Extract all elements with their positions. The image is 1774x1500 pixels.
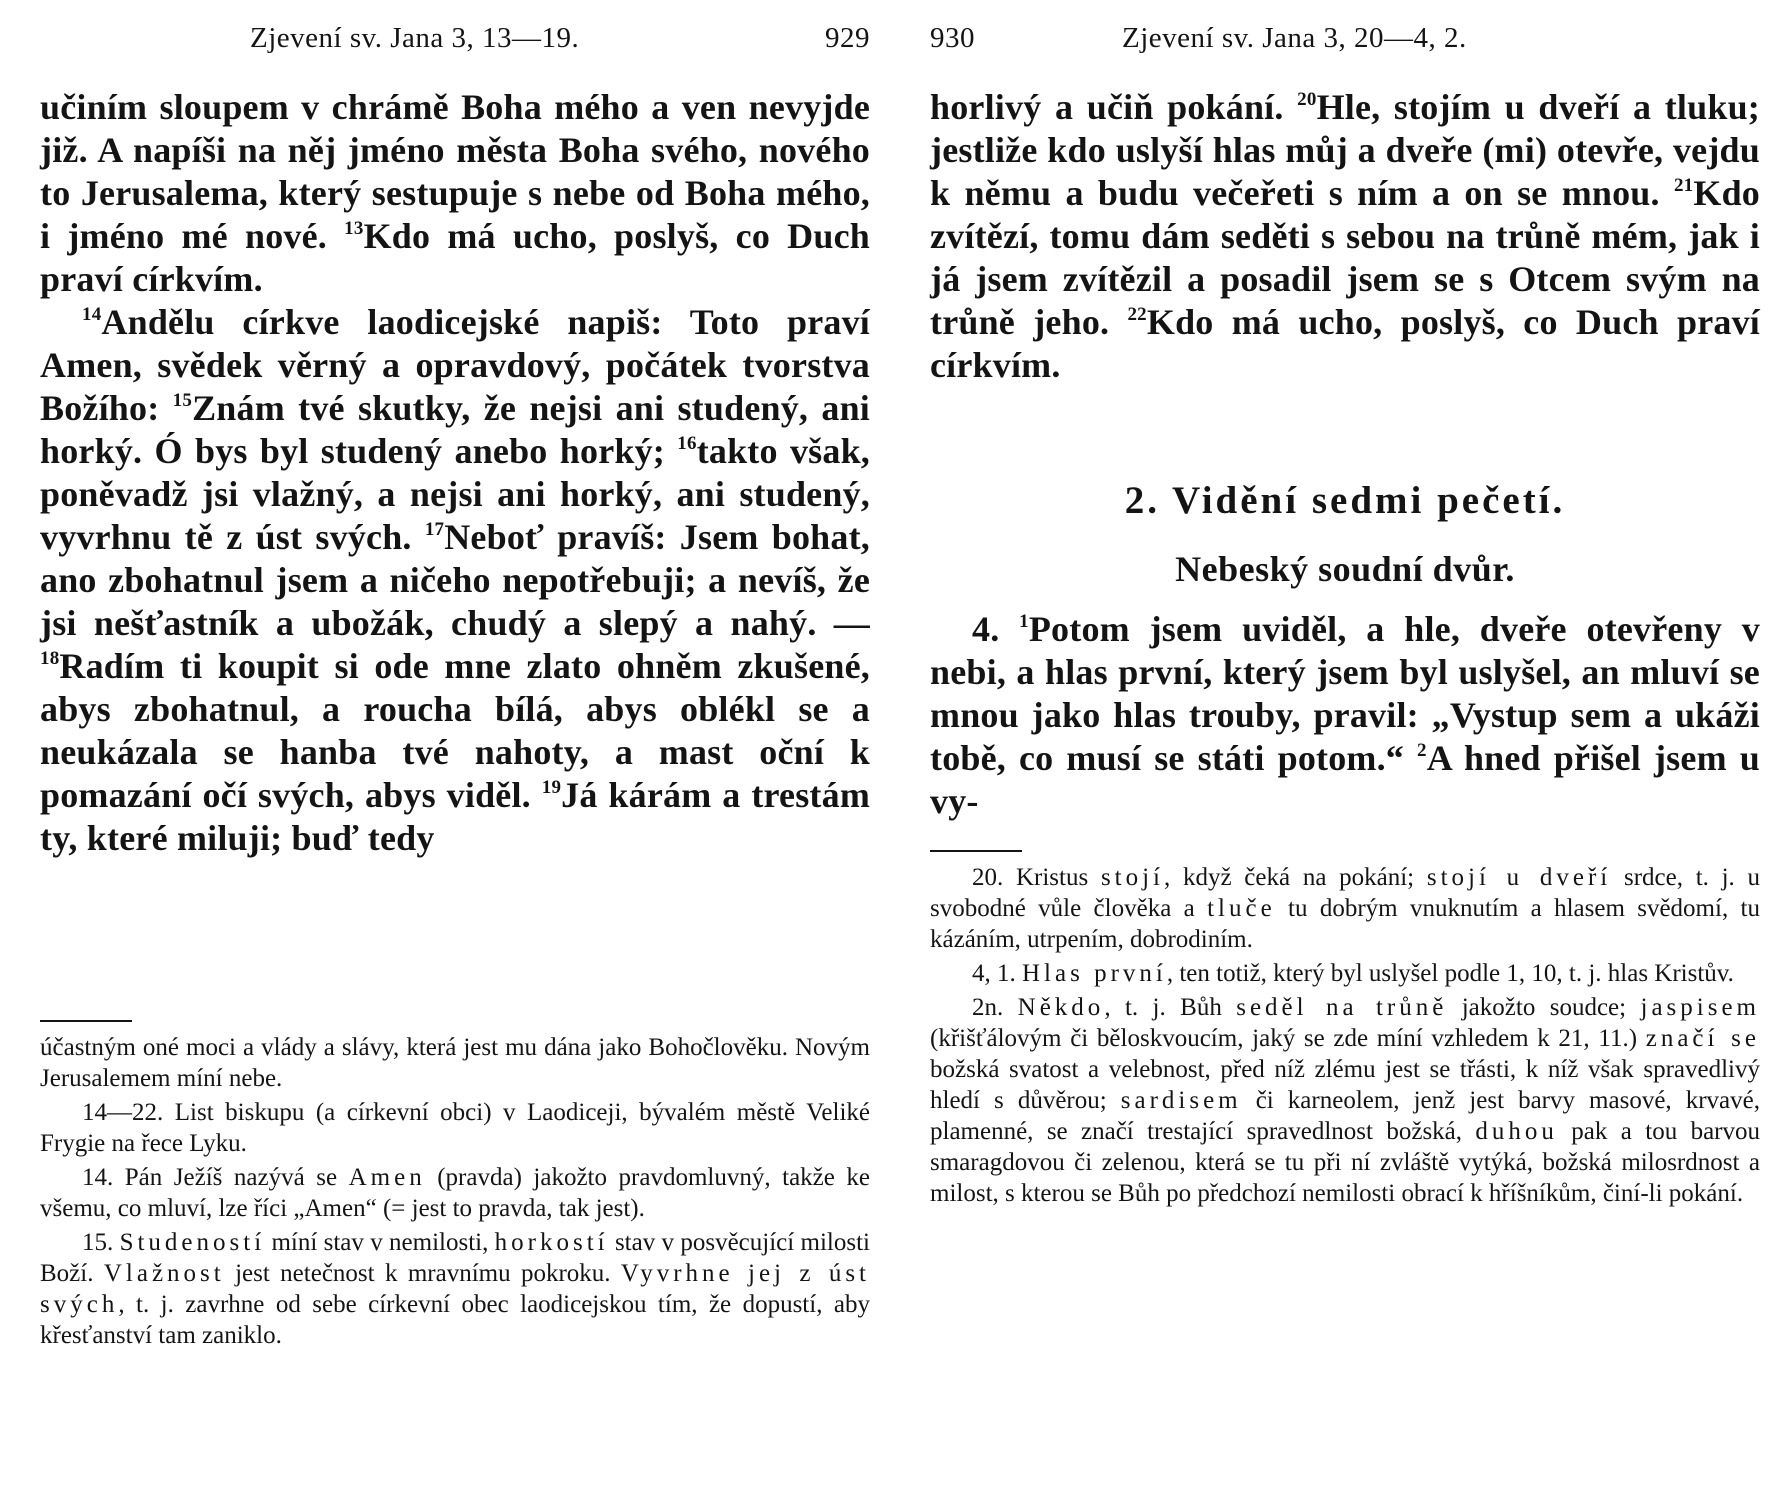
- footnotes-left: [40, 1032, 870, 1354]
- text-run: stav v posvěcující milosti Boží.: [40, 1229, 870, 1287]
- verse-number: 22: [1127, 304, 1147, 325]
- text-run: , když čeká na pokání;: [1164, 864, 1427, 891]
- chapter-4-text: [930, 608, 1760, 823]
- verse-number: 16: [677, 433, 697, 454]
- text-run: Kdo má ucho, poslyš, co Duch praví církvím.: [930, 302, 1760, 385]
- text-run: Potom jsem uviděl, a hle, dveře otevřeny v nebi, a hlas první, který jsem byl uslyšel, an mluví se mnou jako hlas trouby, pravil: „Vystup sem a ukáži tobě, co musí se státi potom.“: [930, 609, 1760, 778]
- text-run: (křišťálovým či běloskvoucím, jaký se zde míní vzhledem k 21, 11.): [930, 1025, 1646, 1052]
- footnote: [930, 992, 1760, 1209]
- footnote: [930, 958, 1760, 989]
- page-number: 929: [825, 22, 870, 54]
- section-subtitle: Nebeský soudní dvůr.: [1175, 549, 1515, 589]
- text-run: Kdo zvítězí, tomu dám seděti s sebou na trůně mém, jak i já jsem zvítězil a posadil jsem se s Otcem svým na trůně jeho.: [930, 173, 1760, 342]
- text-run: A hned přišel jsem u vy-: [930, 738, 1760, 821]
- running-head-right: [930, 22, 1760, 62]
- running-head-left: [40, 22, 870, 62]
- emphasis: Někdo: [1017, 994, 1105, 1021]
- verse-number: 1: [1019, 611, 1029, 632]
- emphasis: tluče: [1207, 895, 1276, 922]
- text-run: Andělu církve laodicejské napiš: Toto praví Amen, svědek věrný a opravdový, počátek tvorstva Božího:: [40, 302, 870, 428]
- footnote-divider: [40, 1020, 132, 1022]
- running-head-title: Zjevení sv. Jana 3, 13—19.: [250, 22, 580, 54]
- scripture-text-left: [40, 86, 870, 860]
- emphasis: Amen: [348, 1164, 426, 1191]
- verse-number: 19: [541, 777, 562, 798]
- text-run: tu dobrým vnuknutím a hlasem svědomí, tu kázáním, utrpením, dobrodiním.: [930, 895, 1760, 953]
- footnotes-right: [930, 862, 1760, 1212]
- verse-number: 14: [82, 304, 102, 325]
- emphasis: stojí u dveří: [1426, 864, 1612, 891]
- text-run: takto však, poněvadž jsi vlažný, a nejsi ani horký, ani studený, vyvrhnu tě z úst svých.: [40, 431, 870, 557]
- paragraph: [930, 608, 1760, 823]
- emphasis: Vlažnost: [103, 1260, 225, 1287]
- verse-number: 13: [344, 218, 364, 239]
- emphasis: sardisem: [1120, 1087, 1242, 1114]
- emphasis: značí se: [1645, 1025, 1760, 1052]
- scripture-text-right: [930, 86, 1760, 387]
- emphasis: Studeností: [119, 1229, 266, 1256]
- text-run: 2n.: [972, 994, 1018, 1021]
- text-run: jest netečnost k mravnímu pokroku.: [224, 1260, 621, 1287]
- text-run: Kdo má ucho, poslyš, co Duch praví církvím.: [40, 216, 870, 299]
- footnote: [930, 862, 1760, 955]
- text-run: horlivý a učiň pokání.: [930, 87, 1298, 127]
- paragraph: [930, 86, 1760, 387]
- verse-number: 21: [1673, 175, 1694, 196]
- text-run: božská svatost a velebnost, před níž zlému jest se třásti, k níž však spravedlivý hledí s důvěrou;: [930, 1056, 1760, 1114]
- emphasis: duhou: [1475, 1118, 1558, 1145]
- emphasis: stojí: [1100, 864, 1165, 891]
- text-run: 20. Kristus: [972, 864, 1101, 891]
- text-run: Radím ti koupit si ode mne zlato ohněm zkušené, abys zbohatnul, a roucha bílá, abys oblékl se a neukázala se hanba tvé nahoty, a mast oční k pomazání očí svých, abys viděl.: [40, 646, 870, 815]
- running-head-title: Zjevení sv. Jana 3, 20—4, 2.: [1122, 22, 1467, 54]
- text-run: Hle, stojím u dveří a tluku; jestliže kdo uslyší hlas můj a dveře (mi) otevře, vejdu k němu a budu večeřeti s ním a on se mnou.: [930, 87, 1760, 213]
- text-run: srdce, t. j. u svobodné vůle člověka a: [930, 864, 1761, 922]
- verse-number: 18: [40, 648, 60, 669]
- text-run: jakožto soudce;: [1447, 994, 1641, 1021]
- text-run: míní stav v nemilosti,: [265, 1229, 495, 1256]
- text-run: Neboť pravíš: Jsem bohat, ano zbohatnul jsem a ničeho nepotřebuji; a nevíš, že jsi nešťastník a ubožák, chudý a slepý a nahý. —: [40, 517, 870, 643]
- footnote-divider: [930, 850, 1022, 852]
- emphasis: horkostí: [494, 1229, 609, 1256]
- verse-number: 15: [172, 390, 193, 411]
- text-run: pak a tou barvou smaragdovou či zelenou, která se tu při ní zvláště vytýká, božská milosrdnost a milost, s kterou se Bůh po předchozí nemilosti obrací k hříšníkům, činí-li pokání.: [930, 1118, 1760, 1207]
- text-run: 15.: [82, 1229, 120, 1256]
- text-run: 14. Pán Ježíš nazývá se: [82, 1164, 349, 1191]
- verse-number: 2: [1417, 740, 1427, 761]
- verse-number: 20: [1297, 89, 1317, 110]
- emphasis: Vyvrhne jej z úst svých: [40, 1260, 871, 1318]
- page-number: 930: [930, 22, 975, 54]
- footnote: účastným oné moci a vlády a slávy, která jest mu dána jako Bohočlověku. Novým Jerusalemem míní nebe.: [40, 1034, 870, 1092]
- chapter-number: 4.: [972, 609, 1020, 649]
- text-run: Já kárám a trestám ty, které miluji; buď tedy: [40, 775, 871, 858]
- footnote: [40, 1227, 870, 1351]
- emphasis: seděl na trůně: [1236, 994, 1448, 1021]
- footnote: [40, 1162, 870, 1224]
- section-title: 2. Vidění sedmi pečetí.: [1124, 479, 1566, 522]
- footnote: 14—22. List biskupu (a církevní obci) v Laodiceji, bývalém městě Veliké Frygie na řece Lyku.: [40, 1099, 870, 1157]
- text-run: (pravda) jakožto pravdomluvný, takže ke všemu, co mluví, lze říci „Amen“ (= jest to pravda, tak jest).: [40, 1164, 870, 1222]
- text-run: či karneolem, jenž jest barvy masové, krvavé, plamenné, se značí trestající spravedlnost božská,: [930, 1087, 1760, 1145]
- left-page: [40, 0, 870, 1500]
- text-run: 4, 1.: [972, 960, 1022, 987]
- emphasis: jaspisem: [1640, 994, 1760, 1021]
- text-run: , t. j. zavrhne od sebe církevní obec laodicejskou tím, že dopustí, aby křesťanství tam zaniklo.: [40, 1291, 870, 1349]
- emphasis: Hlas první: [1022, 960, 1167, 987]
- verse-number: 17: [424, 519, 445, 540]
- text-run: , ten totiž, který byl uslyšel podle 1, 10, t. j. hlas Kristův.: [1166, 960, 1734, 987]
- text-run: učiním sloupem v chrámě Boha mého a ven nevyjde již. A napíši na něj jméno města Boha svého, nového to Jerusalema, který sestupuje s nebe od Boha mého, i jméno mé nové.: [40, 87, 870, 256]
- text-run: , t. j. Bůh: [1104, 994, 1237, 1021]
- text-run: Znám tvé skutky, že nejsi ani studený, ani horký. Ó bys byl studený anebo horký;: [40, 388, 870, 471]
- paragraph: [40, 301, 870, 860]
- paragraph: [40, 86, 870, 301]
- right-page: [930, 0, 1760, 1500]
